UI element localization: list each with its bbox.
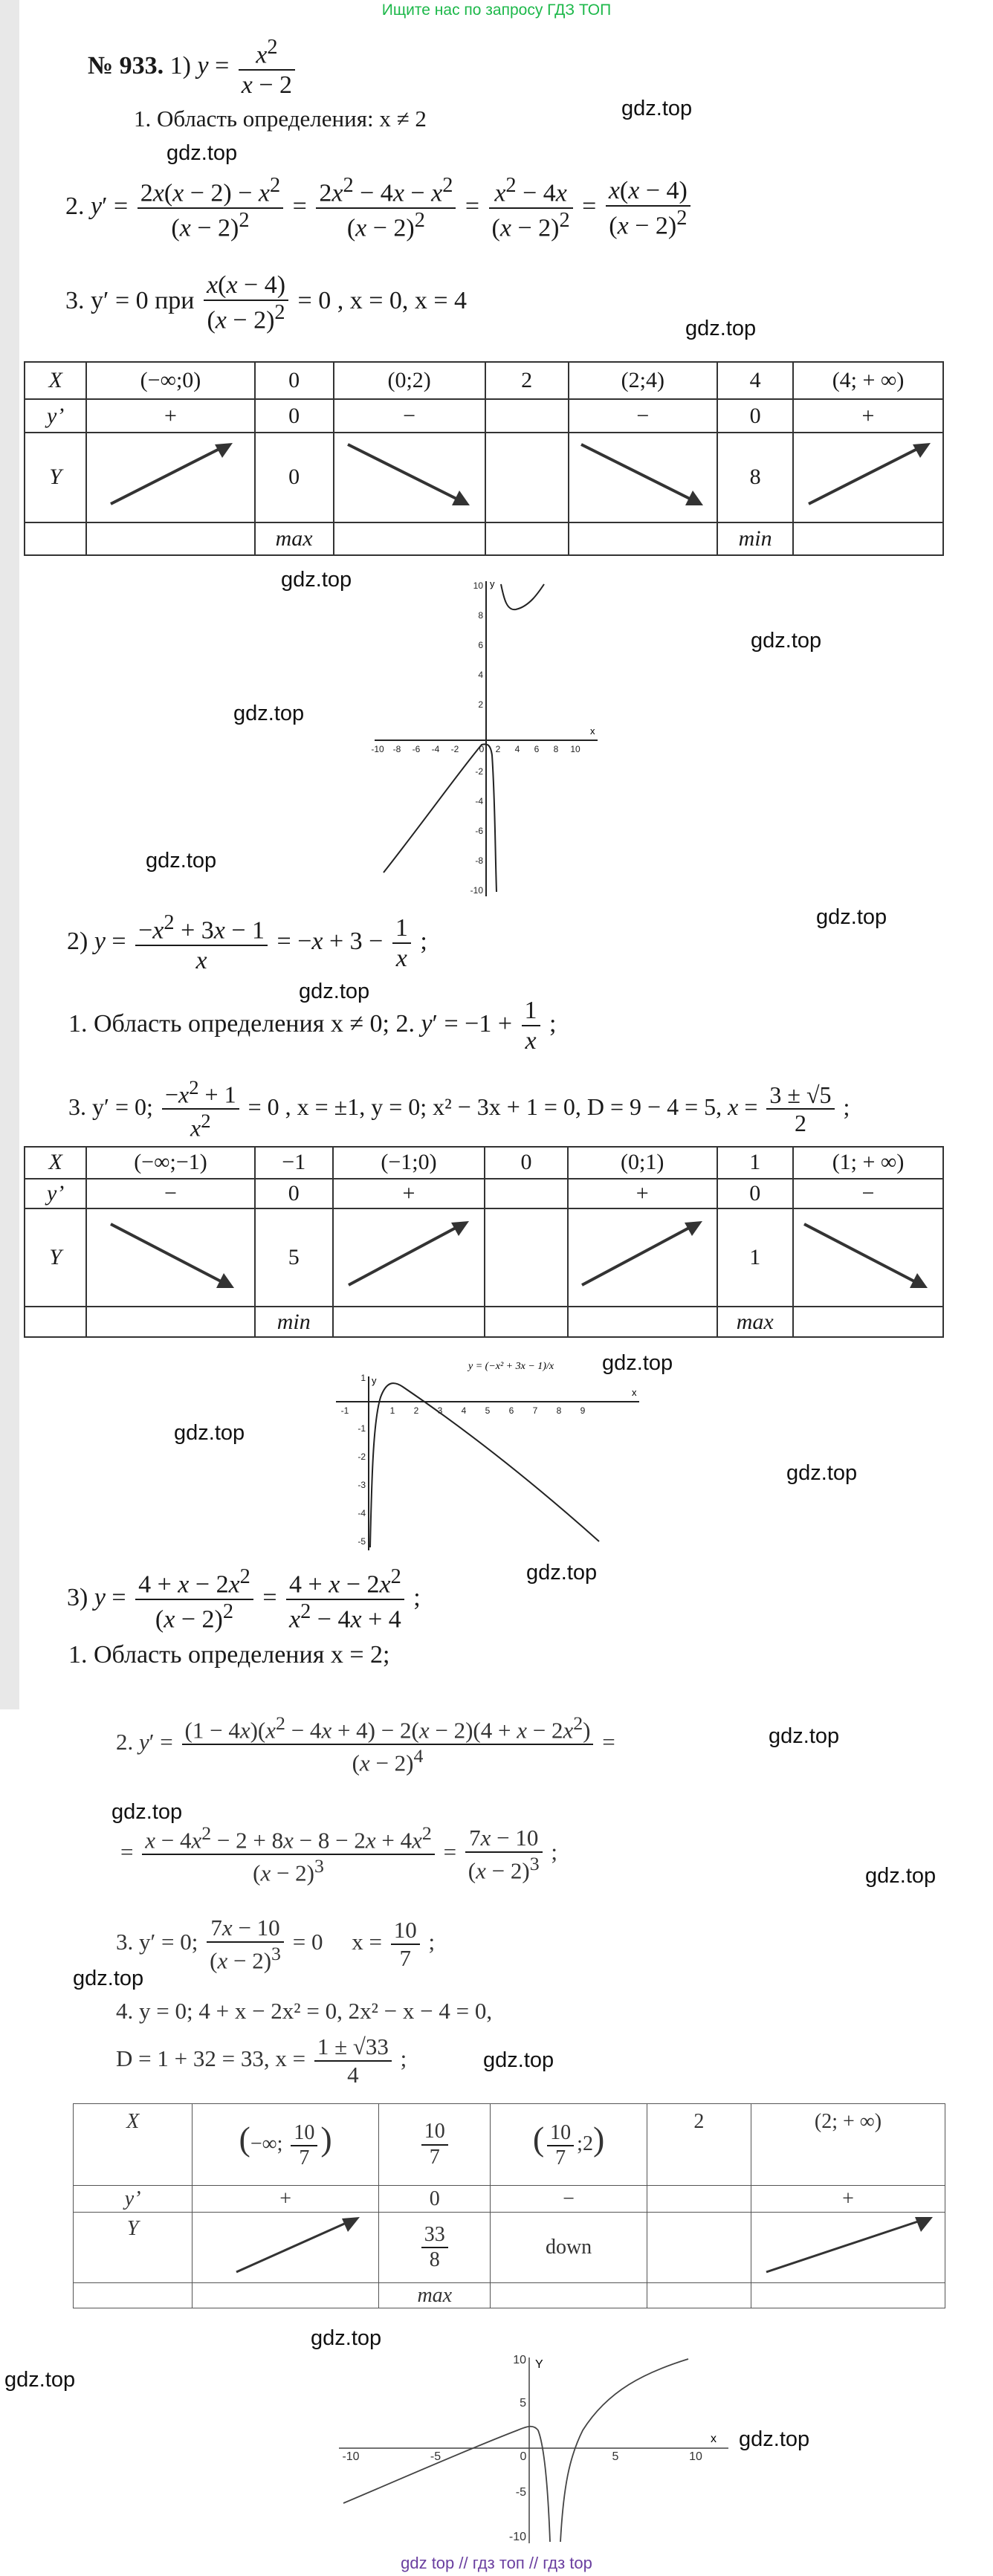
watermark: gdz.top (786, 1461, 858, 1485)
cell: 0 (717, 399, 793, 432)
domain-line-2: 1. Область определения x ≠ 0; 2. y′ = −1 + $\frac{1}{x}$ ; (68, 997, 557, 1055)
x-tick-label: -4 (431, 744, 440, 754)
x-tick-label: 2 (495, 744, 501, 754)
y-tick-label: -8 (475, 855, 483, 866)
watermark: gdz.top (311, 2326, 382, 2350)
cell: X (48, 1150, 62, 1175)
cell: + (751, 2186, 945, 2213)
x-tick-label: -10 (342, 2450, 360, 2463)
watermark: gdz.top (685, 317, 757, 340)
cell: 1 (717, 1208, 793, 1307)
critical-points-line: 3. y′ = 0 при $\frac{x(x - 4)}{(x - 2)^2}$ = 0 , x = 0, x = 4 (65, 271, 468, 334)
watermark: gdz.top (769, 1724, 840, 1748)
derivative-line-3a: 2. y′ = $\frac{(1 - 4x)(x^2 - 4x + 4) - 2(x - 2)(4 + x - 2x^2)}{(x - 2)^4}$ = (116, 1712, 615, 1776)
cell: − (793, 1179, 943, 1209)
cell: 0 (255, 399, 334, 432)
function-graph-3 (333, 2353, 734, 2546)
curve-label: y = (−x² + 3x − 1)/x (468, 1361, 554, 1372)
x-tick-label: 6 (534, 744, 540, 754)
cell: 1 (717, 1147, 793, 1179)
cell: −1 (255, 1147, 333, 1179)
x-tick-label: 1 (389, 1405, 395, 1416)
watermark: gdz.top (233, 702, 305, 725)
cell: max (275, 525, 313, 551)
cell: (2;4) (569, 362, 718, 399)
cell: 8 (717, 433, 793, 522)
decreasing-arrow-icon (334, 433, 485, 522)
y-tick-label: -1 (358, 1423, 366, 1434)
x-tick-label: 8 (553, 744, 559, 754)
derivative-line-3b: = $\frac{x - 4x^2 - 2 + 8x - 8 - 2x + 4x^2}{(x - 2)^3}$ = $\frac{7x - 10}{(x - 2)^3}$ ; (120, 1822, 557, 1886)
cell: down (491, 2213, 647, 2283)
cell: + (333, 1179, 485, 1209)
watermark: gdz.top (4, 2368, 76, 2392)
x-tick-label: 6 (508, 1405, 514, 1416)
watermark: gdz.top (281, 568, 352, 592)
decreasing-arrow-icon (793, 1208, 943, 1307)
watermark: gdz.top (166, 141, 238, 165)
watermark: gdz.top (73, 1967, 144, 1990)
watermark: gdz.top (146, 849, 217, 873)
domain-line-3: 1. Область определения x = 2; (68, 1641, 390, 1669)
critical-points-line-2: 3. y′ = 0; $\frac{-x^2 + 1}{x^2}$ = 0 , x = ±1, y = 0; x² − 3x + 1 = 0, D = 9 − 4 = 5, x = $\frac{3 \pm √5}{2}$ ; (68, 1076, 850, 1142)
cell: − (569, 399, 718, 432)
critical-result: = 0 , x = ±1, y = 0; x² − 3x + 1 = 0, D = 9 − 4 = 5, (248, 1093, 722, 1120)
y-tick-label: 10 (473, 580, 483, 591)
cell: 0 (717, 1179, 793, 1209)
item-number: 3) (67, 1584, 88, 1612)
cell: 0 (485, 1147, 568, 1179)
cell: (2; + ∞) (751, 2104, 945, 2186)
cell (647, 2213, 751, 2283)
function-graph-1 (370, 577, 601, 898)
cell: + (568, 1179, 717, 1209)
cell: 2 (485, 362, 569, 399)
x-axis-label: x (632, 1387, 637, 1398)
x-tick-label: -1 (340, 1405, 349, 1416)
x-tick-label: -2 (450, 744, 459, 754)
y-tick-label: 8 (478, 610, 483, 621)
cell: Y (126, 2217, 139, 2240)
watermark: gdz.top (483, 2048, 554, 2072)
cell: 5 (255, 1208, 333, 1307)
decreasing-arrow-icon (86, 1208, 254, 1307)
cell: 0 (379, 2186, 491, 2213)
cell: 0 (255, 433, 334, 522)
x-tick-label: -5 (430, 2450, 441, 2463)
watermark: gdz.top (174, 1421, 245, 1445)
x-tick-label: 0 (479, 744, 485, 754)
x-tick-label: 9 (580, 1405, 586, 1416)
cell: − (491, 2186, 647, 2213)
x-tick-label: -10 (371, 744, 384, 754)
step-label: 3. y′ = 0 при (65, 287, 195, 315)
y-axis-label: Y (535, 2358, 543, 2371)
watermark: gdz.top (111, 1800, 183, 1824)
critical-result: = 0 , x = 0, x = 4 (297, 287, 468, 315)
search-banner[interactable]: Ищите нас по запросу ГДЗ ТОП (381, 1, 612, 19)
y-tick-label: -5 (515, 2486, 526, 2499)
increasing-arrow-icon (333, 1208, 485, 1307)
step-label: 3. y′ = 0; (68, 1093, 153, 1120)
critical-points-line-3: 3. y′ = 0; $\frac{7x - 10}{(x - 2)^3}$ = 0 x = $\frac{10}{7}$ ; (116, 1915, 436, 1973)
cell: 2 (647, 2104, 751, 2186)
increasing-arrow-icon (193, 2213, 379, 2283)
y-tick-label: -3 (358, 1480, 366, 1490)
cell: (0;2) (334, 362, 485, 399)
y-tick-label: -2 (475, 766, 483, 777)
cell: min (276, 1309, 311, 1334)
function-2-line: 2) y = $\frac{-x^2 + 3x - 1}{x}$ = −x + 3 − $\frac{1}{x}$ ; (67, 911, 427, 975)
cell: 0 (255, 362, 334, 399)
x-tick-label: 4 (461, 1405, 467, 1416)
cell: + (793, 399, 943, 432)
watermark: gdz.top (621, 97, 693, 120)
cell: y’ (124, 2187, 141, 2210)
cell (647, 2186, 751, 2213)
cell: (−∞;−1) (86, 1147, 254, 1179)
watermark: gdz.top (751, 629, 822, 653)
zeros-line-2: D = 1 + 32 = 33, x = $\frac{1 \pm √33}{4}$ ; (116, 2033, 407, 2088)
x-tick-label: 8 (556, 1405, 562, 1416)
x-tick-label: -8 (392, 744, 401, 754)
y-tick-label: -10 (470, 885, 483, 896)
watermark: gdz.top (602, 1351, 673, 1375)
y-tick-label: 2 (478, 699, 483, 710)
x-tick-label: 4 (514, 744, 520, 754)
increasing-arrow-icon (751, 2213, 945, 2283)
step-label: 2. (65, 192, 85, 221)
zeros-line-1: 4. y = 0; 4 + x − 2x² = 0, 2x² − x − 4 = 0, (116, 1998, 493, 2024)
x-axis-label: x (590, 725, 595, 737)
y-tick-label: -6 (475, 826, 483, 836)
increasing-arrow-icon (86, 433, 254, 522)
cell: Y (49, 465, 62, 490)
y-tick-label: -5 (358, 1536, 366, 1547)
x-tick-label: 5 (612, 2450, 619, 2463)
cell: (4; + ∞) (793, 362, 943, 399)
y-tick-label: -2 (358, 1452, 366, 1462)
cell: max (417, 2283, 453, 2307)
cell: − (86, 1179, 254, 1209)
watermark: gdz.top (865, 1864, 937, 1888)
function-graph-2 (330, 1347, 642, 1552)
domain-text: 1. Область определения x ≠ 0; 2. (68, 1009, 415, 1038)
discriminant: D = 1 + 32 = 33, x = (116, 2045, 306, 2071)
increasing-arrow-icon (568, 1208, 717, 1307)
item-number: 1) (169, 52, 191, 80)
cell: min (738, 525, 772, 551)
domain-line: 1. Область определения: x ≠ 2 (134, 106, 427, 132)
step-label: 3. y′ = 0; (116, 1928, 198, 1955)
y-tick-label: -10 (508, 2531, 526, 2543)
cell: 4 (717, 362, 793, 399)
cell: max (736, 1309, 774, 1334)
step-label: 2. (116, 1729, 134, 1755)
x-tick-label: 10 (570, 744, 580, 754)
cell: X (48, 368, 62, 393)
x-tick-label: 10 (689, 2450, 702, 2463)
x-tick-label: 7 (532, 1405, 538, 1416)
x-tick-label: 5 (485, 1405, 491, 1416)
function-3-line: 3) y = $\frac{4 + x - 2x^2}{(x - 2)^2}$ = $\frac{4 + x - 2x^2}{x^2 - 4x + 4}$ ; (67, 1565, 421, 1634)
cell: X (126, 2110, 140, 2133)
cell (485, 1179, 568, 1209)
item-number: 2) (67, 928, 88, 956)
watermark: gdz.top (299, 980, 370, 1003)
cell (485, 399, 569, 432)
y-axis-label: y (372, 1375, 377, 1386)
footer-links[interactable]: gdz top // гдз топ // гдз top (401, 2554, 592, 2572)
watermark: gdz.top (526, 1561, 598, 1585)
cell: − (334, 399, 485, 432)
decreasing-arrow-icon (569, 433, 718, 522)
y-axis-label: y (490, 578, 495, 589)
cell: (−∞;0) (86, 362, 254, 399)
watermark: gdz.top (739, 2427, 810, 2451)
y-tick-label: 5 (520, 2397, 526, 2410)
y-tick-label: 10 (513, 2354, 526, 2366)
scan-edge-shadow (0, 0, 19, 1709)
x-tick-label: 2 (413, 1405, 419, 1416)
variation-table-1 (24, 361, 944, 556)
y-tick-label: -4 (358, 1508, 366, 1518)
curve-left-branch (343, 2427, 550, 2542)
increasing-arrow-icon (793, 433, 943, 522)
cell: y’ (46, 1180, 65, 1206)
x-axis-label: x (711, 2433, 717, 2445)
curve-right-branch (560, 2359, 688, 2542)
cell: y’ (46, 403, 65, 428)
x-tick-label: 3 (437, 1405, 443, 1416)
x-tick-label: 0 (520, 2450, 527, 2463)
y-tick-label: 6 (478, 640, 483, 650)
y-tick-label: 1 (360, 1373, 366, 1383)
cell: 0 (255, 1179, 333, 1209)
cell: Y (49, 1245, 62, 1270)
curve-right-branch (501, 584, 544, 609)
derivative-line: 2. y′ = $\frac{2x(x - 2) - x^2}{(x - 2)^2}$ = $\frac{2x^2 - 4x - x^2}{(x - 2)^2}$ = $\frac{x^2 - 4x}{(x - 2)^2}$ = $\frac{x(x - 4)}{(x - 2)^2}$ (65, 174, 693, 243)
watermark: gdz.top (816, 905, 887, 929)
cell: + (86, 399, 254, 432)
problem-heading: № 933. 1) y = $\frac{x^2}{x - 2}$ (88, 36, 298, 100)
critical-x: x = (352, 1928, 382, 1955)
variation-table-2 (24, 1146, 944, 1338)
cell: (−1;0) (333, 1147, 485, 1179)
cell: (0;1) (568, 1147, 717, 1179)
cell: + (193, 2186, 379, 2213)
cell: (1; + ∞) (793, 1147, 943, 1179)
y-tick-label: -4 (475, 796, 483, 806)
x-tick-label: -6 (412, 744, 421, 754)
problem-number: № 933. (88, 52, 164, 80)
variation-table-3: X (−∞; $\frac{10}{7}$ ) $\frac{10}{7}$ ( $\frac{10}{7}$ ;2) 2 (2; + ∞) y’ + 0 − + Y $\frac{33}{8}$ down max (73, 2103, 945, 2308)
y-tick-label: 4 (478, 670, 483, 680)
